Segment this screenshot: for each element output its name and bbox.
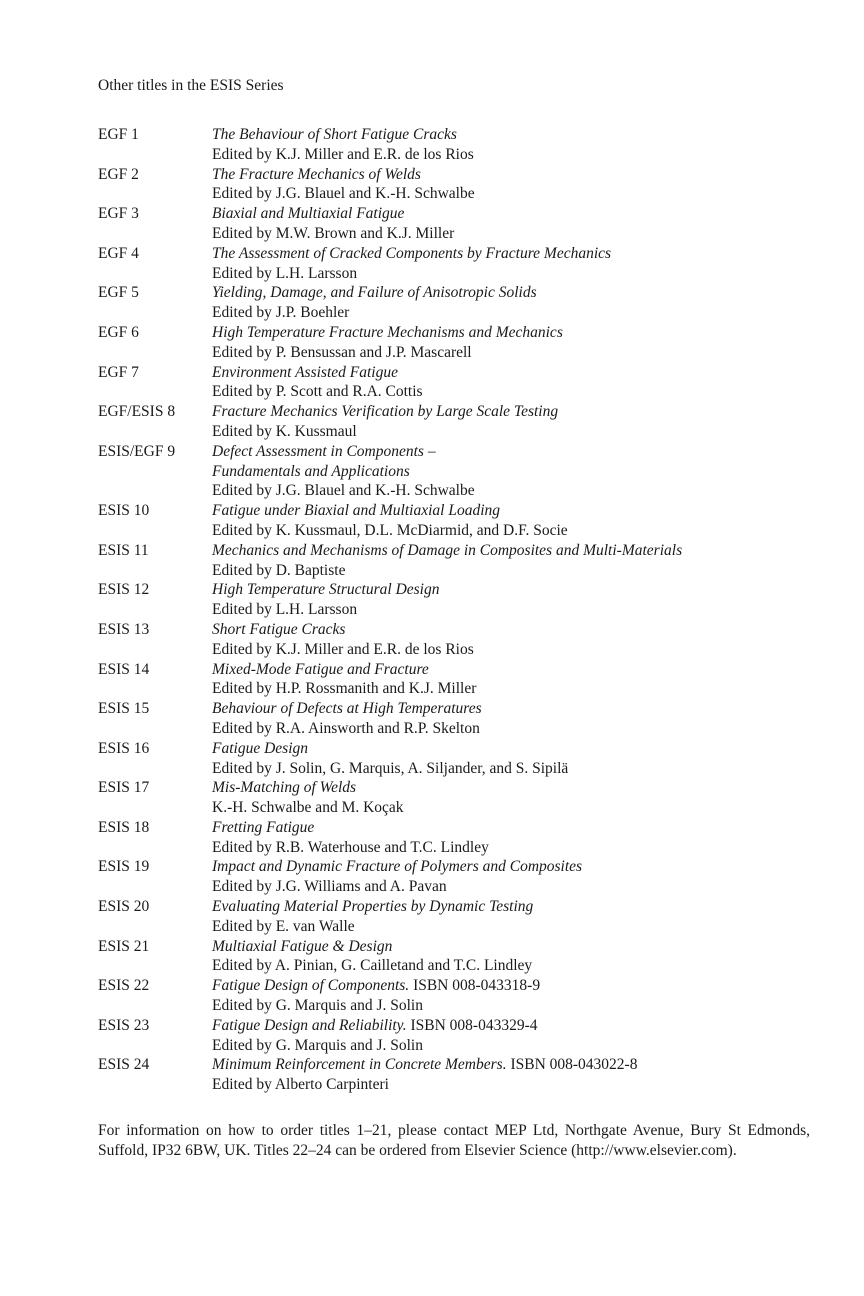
series-entry [98, 125, 810, 165]
book-title-text: Behaviour of Defects at High Temperatures [212, 700, 482, 718]
book-title-text: Fretting Fatigue [212, 818, 315, 836]
book-title-text: Fracture Mechanics Verification by Large Scale Testing [212, 403, 559, 421]
series-details [212, 165, 810, 205]
book-title-text: Biaxial and Multiaxial Fatigue [212, 205, 405, 223]
book-title-text: Mechanics and Mechanisms of Damage in Composites and Multi-Materials [212, 541, 683, 559]
book-editors: Edited by R.A. Ainsworth and R.P. Skelton [212, 719, 480, 737]
series-code: ESIS 13 [98, 620, 150, 638]
series-code: ESIS 17 [98, 779, 150, 797]
book-title-text: The Behaviour of Short Fatigue Cracks [212, 126, 457, 143]
book-title [212, 244, 810, 264]
ordering-info: For information on how to order titles 1–21, please contact MEP Ltd, Northgate Avenue, Bury St Edmonds, Suffold, IP32 6BW, UK. Titles 22–24 can be ordered from Elsevier Science (http://www.elsevier.com). [98, 1122, 810, 1160]
series-code: EGF 3 [98, 205, 139, 223]
series-details [212, 580, 810, 620]
series-code: EGF 7 [98, 363, 139, 381]
series-entry [98, 937, 810, 977]
book-title-text: Environment Assisted Fatigue [212, 363, 398, 381]
book-title-text: Fatigue Design and Reliability. [212, 1016, 407, 1034]
book-title [212, 462, 810, 482]
book-title [212, 165, 810, 185]
series-entry [98, 363, 810, 403]
book-title-text: Fundamentals and Applications [212, 462, 410, 480]
book-editors: Edited by E. van Walle [212, 917, 355, 935]
book-editors: Edited by P. Bensussan and J.P. Mascarell [212, 343, 472, 361]
book-editors: Edited by J.P. Boehler [212, 304, 350, 322]
book-title [212, 1055, 810, 1075]
book-title [212, 501, 810, 521]
book-title [212, 580, 810, 600]
book-title-text: Minimum Reinforcement in Concrete Members. [212, 1056, 507, 1074]
series-entry [98, 501, 810, 541]
series-code: EGF 5 [98, 284, 139, 302]
book-editors: Edited by H.P. Rossmanith and K.J. Miller [212, 680, 477, 698]
page [98, 76, 810, 1177]
book-title [212, 1016, 810, 1036]
series-code: ESIS 18 [98, 818, 150, 836]
page-heading: Other titles in the ESIS Series [98, 77, 284, 94]
series-entry [98, 976, 810, 1016]
book-title-text: Defect Assessment in Components – [212, 442, 436, 460]
book-editors: Edited by K.J. Miller and E.R. de los Rios [212, 640, 474, 658]
series-details [212, 857, 810, 897]
series-details [212, 244, 810, 284]
book-title-text: High Temperature Fracture Mechanisms and Mechanics [212, 323, 563, 341]
series-entry [98, 699, 810, 739]
series-code: ESIS/EGF 9 [98, 442, 176, 460]
series-code: ESIS 19 [98, 858, 150, 876]
series-details [212, 1055, 810, 1095]
book-title [212, 442, 810, 462]
book-title [212, 620, 810, 640]
book-title [212, 402, 810, 422]
book-editors: Edited by Alberto Carpinteri [212, 1076, 389, 1094]
book-editors: Edited by M.W. Brown and K.J. Miller [212, 224, 455, 242]
series-details [212, 976, 810, 1016]
book-editors: Edited by K. Kussmaul, D.L. McDiarmid, and D.F. Socie [212, 521, 568, 539]
series-details [212, 283, 810, 323]
series-code: ESIS 14 [98, 660, 150, 678]
series-entry [98, 541, 810, 581]
series-entry [98, 778, 810, 818]
book-title [212, 976, 810, 996]
book-title [212, 283, 810, 303]
series-code: ESIS 16 [98, 739, 150, 757]
book-editors: Edited by J.G. Williams and A. Pavan [212, 878, 447, 896]
series-code: ESIS 21 [98, 937, 150, 955]
series-details [212, 778, 810, 818]
book-editors: Edited by K. Kussmaul [212, 422, 357, 440]
book-title-text: Yielding, Damage, and Failure of Anisotropic Solids [212, 284, 537, 302]
series-details [212, 818, 810, 858]
book-title-text: The Assessment of Cracked Components by Fracture Mechanics [212, 244, 612, 262]
series-code: ESIS 12 [98, 581, 150, 599]
series-details [212, 699, 810, 739]
series-code: EGF 6 [98, 323, 139, 341]
series-details [212, 402, 810, 442]
book-title-text: Mis-Matching of Welds [212, 779, 357, 797]
series-entry [98, 660, 810, 700]
book-editors: Edited by J.G. Blauel and K.-H. Schwalbe [212, 185, 475, 203]
series-entry [98, 897, 810, 937]
series-entry [98, 323, 810, 363]
series-entry [98, 818, 810, 858]
book-editors: Edited by K.J. Miller and E.R. de los Rios [212, 145, 474, 163]
book-title [212, 363, 810, 383]
book-editors: Edited by R.B. Waterhouse and T.C. Lindley [212, 838, 489, 856]
book-title [212, 897, 810, 917]
series-details [212, 363, 810, 403]
book-title [212, 739, 810, 759]
book-title-text: Fatigue under Biaxial and Multiaxial Loading [212, 502, 501, 520]
series-entry [98, 283, 810, 323]
series-code: ESIS 10 [98, 502, 150, 520]
series-entry [98, 442, 810, 501]
series-code: ESIS 24 [98, 1056, 150, 1074]
book-title-text: Short Fatigue Cracks [212, 620, 346, 638]
book-title-text: Evaluating Material Properties by Dynamic Testing [212, 898, 534, 916]
series-details [212, 204, 810, 244]
series-details [212, 1016, 810, 1056]
series-details [212, 541, 810, 581]
book-editors: Edited by A. Pinian, G. Cailletand and T.C. Lindley [212, 957, 533, 975]
book-editors: Edited by P. Scott and R.A. Cottis [212, 383, 423, 401]
series-details [212, 660, 810, 700]
series-code: EGF/ESIS 8 [98, 403, 176, 421]
book-editors: Edited by J.G. Blauel and K.-H. Schwalbe [212, 482, 475, 500]
book-editors: Edited by G. Marquis and J. Solin [212, 997, 423, 1015]
book-title [212, 857, 810, 877]
series-code: ESIS 15 [98, 700, 150, 718]
isbn: ISBN 008-043022-8 [506, 1056, 638, 1074]
series-code: ESIS 23 [98, 1016, 150, 1034]
series-entry [98, 857, 810, 897]
series-code: EGF 1 [98, 126, 139, 143]
book-title [212, 660, 810, 680]
series-entry [98, 580, 810, 620]
series-details [212, 620, 810, 660]
book-editors: Edited by G. Marquis and J. Solin [212, 1036, 423, 1054]
book-title-text: Multiaxial Fatigue & Design [212, 937, 393, 955]
book-title [212, 818, 810, 838]
series-code: ESIS 20 [98, 898, 150, 916]
series-details [212, 125, 810, 165]
series-code: EGF 4 [98, 244, 139, 262]
series-details [212, 323, 810, 363]
book-title-text: Impact and Dynamic Fracture of Polymers and Composites [212, 858, 583, 876]
series-entry [98, 1016, 810, 1056]
isbn: ISBN 008-043329-4 [406, 1016, 538, 1034]
book-title [212, 541, 810, 561]
book-title [212, 125, 810, 145]
series-entry [98, 204, 810, 244]
book-editors: Edited by J. Solin, G. Marquis, A. Siljander, and S. Sipilä [212, 759, 569, 777]
book-title-text: High Temperature Structural Design [212, 581, 440, 599]
book-title [212, 778, 810, 798]
series-details [212, 739, 810, 779]
series-code: ESIS 11 [98, 541, 149, 559]
series-code: ESIS 22 [98, 977, 150, 995]
book-title-text: The Fracture Mechanics of Welds [212, 165, 421, 183]
series-list [98, 125, 810, 1095]
book-title [212, 204, 810, 224]
isbn: ISBN 008-043318-9 [409, 977, 541, 995]
book-editors: Edited by L.H. Larsson [212, 601, 358, 619]
series-entry [98, 165, 810, 205]
series-entry [98, 402, 810, 442]
series-entry [98, 620, 810, 660]
book-title [212, 323, 810, 343]
book-title [212, 937, 810, 957]
series-entry [98, 739, 810, 779]
book-title [212, 699, 810, 719]
book-title-text: Fatigue Design of Components. [212, 977, 410, 995]
book-editors: Edited by L.H. Larsson [212, 264, 358, 282]
series-entry [98, 1055, 810, 1095]
book-editors: K.-H. Schwalbe and M. Koçak [212, 799, 404, 817]
series-details [212, 501, 810, 541]
book-title-text: Fatigue Design [212, 739, 308, 757]
series-details [212, 897, 810, 937]
book-editors: Edited by D. Baptiste [212, 561, 346, 579]
series-details [212, 442, 810, 501]
series-details [212, 937, 810, 977]
book-title-text: Mixed-Mode Fatigue and Fracture [212, 660, 429, 678]
series-entry [98, 244, 810, 284]
series-code: EGF 2 [98, 165, 139, 183]
